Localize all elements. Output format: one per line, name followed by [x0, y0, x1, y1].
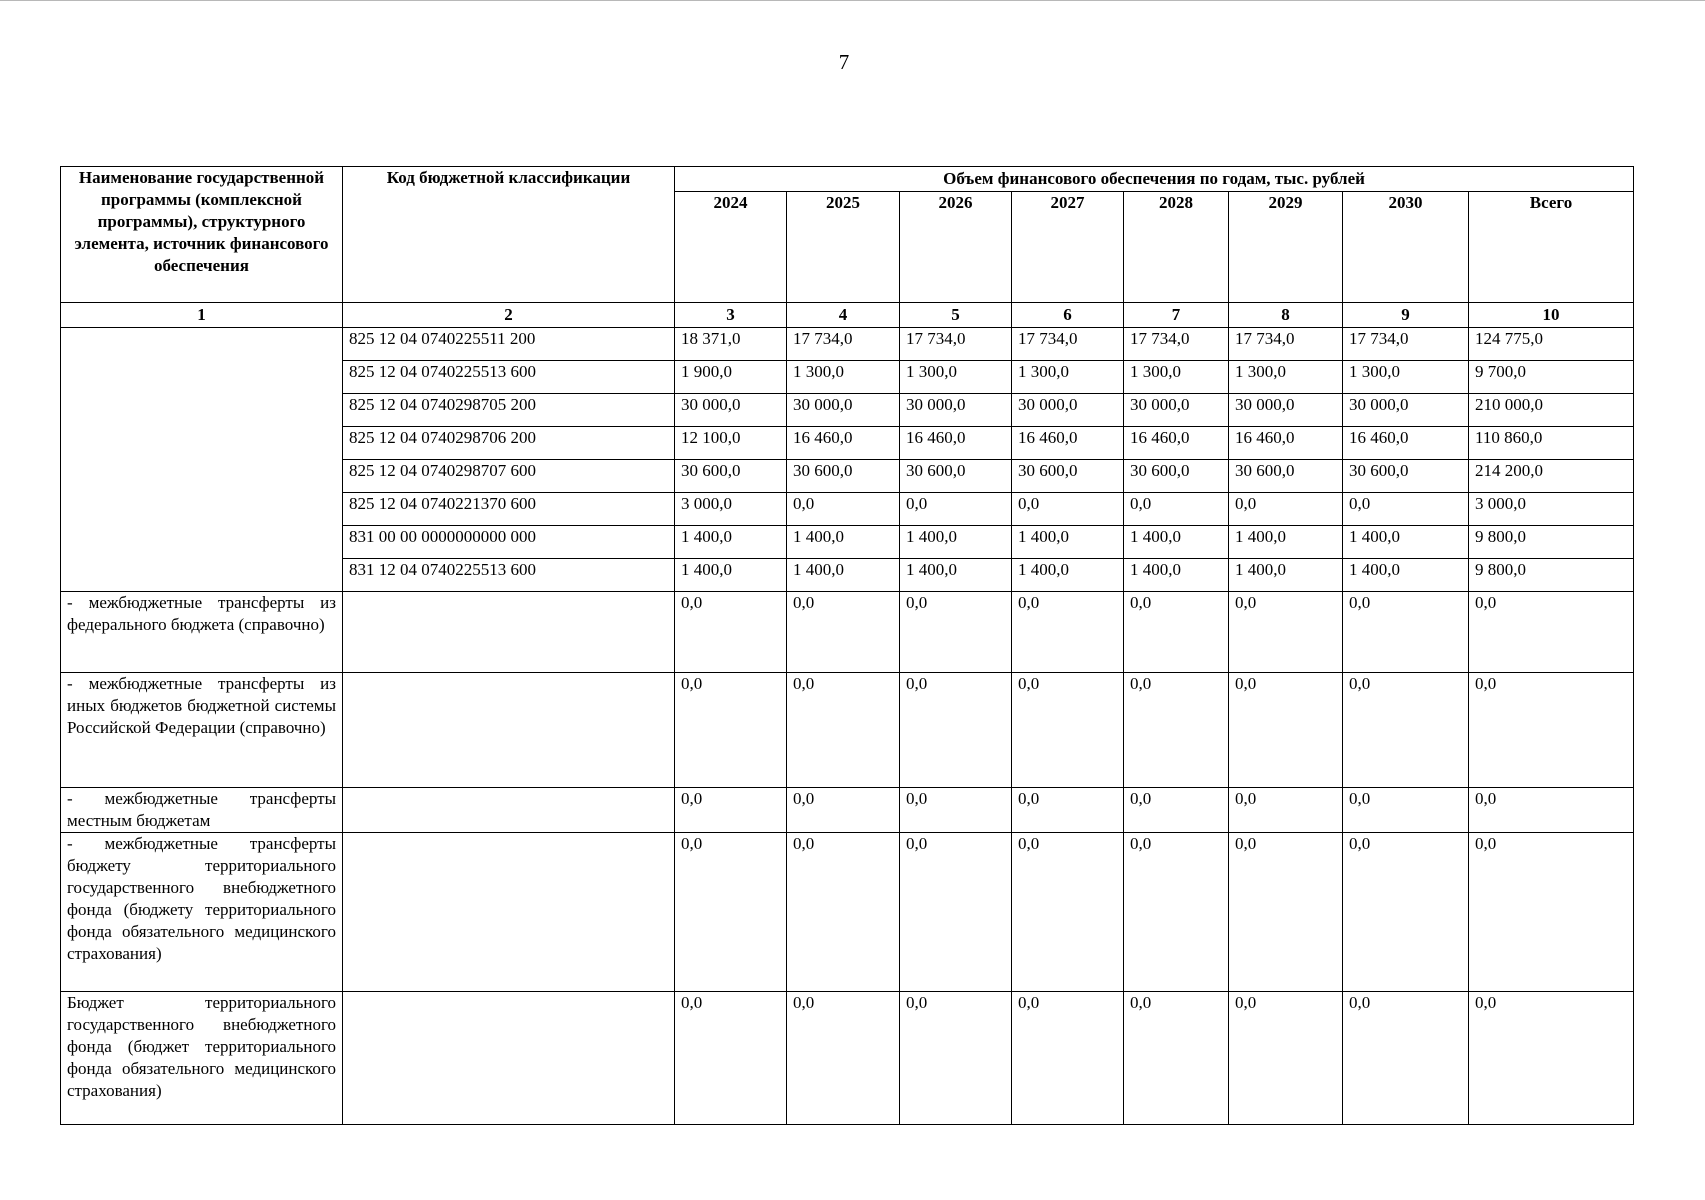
budget-code-cell-empty [343, 833, 675, 992]
header-year-2027: 2027 [1012, 192, 1124, 303]
total-value-cell: 9 700,0 [1469, 361, 1634, 394]
budget-code-cell: 825 12 04 0740225511 200 [343, 328, 675, 361]
total-value-cell: 9 800,0 [1469, 559, 1634, 592]
year-value-cell: 0,0 [1124, 992, 1229, 1125]
year-value-cell: 1 300,0 [787, 361, 900, 394]
name-cell-empty [61, 328, 343, 592]
year-value-cell: 0,0 [1124, 493, 1229, 526]
year-value-cell: 0,0 [787, 673, 900, 788]
year-value-cell: 1 400,0 [900, 559, 1012, 592]
total-value-cell: 0,0 [1469, 592, 1634, 673]
year-value-cell: 0,0 [1343, 673, 1469, 788]
column-number: 2 [343, 303, 675, 328]
year-value-cell: 30 600,0 [787, 460, 900, 493]
funding-source-name: - межбюджетные трансферты из иных бюджетов бюджетной системы Российской Федерации (справочно) [61, 673, 343, 788]
year-value-cell: 30 600,0 [1343, 460, 1469, 493]
year-value-cell: 1 400,0 [900, 526, 1012, 559]
year-value-cell: 17 734,0 [1124, 328, 1229, 361]
year-value-cell: 30 600,0 [1229, 460, 1343, 493]
year-value-cell: 1 300,0 [900, 361, 1012, 394]
header-year-2028: 2028 [1124, 192, 1229, 303]
page-number: 7 [838, 50, 850, 74]
budget-code-cell-empty [343, 673, 675, 788]
header-year-2029: 2029 [1229, 192, 1343, 303]
year-value-cell: 17 734,0 [787, 328, 900, 361]
year-value-cell: 17 734,0 [900, 328, 1012, 361]
budget-code-cell: 831 00 00 0000000000 000 [343, 526, 675, 559]
year-value-cell: 17 734,0 [1229, 328, 1343, 361]
funding-source-row [61, 833, 1634, 992]
header-year-2026: 2026 [900, 192, 1012, 303]
year-value-cell: 16 460,0 [1124, 427, 1229, 460]
year-value-cell: 18 371,0 [675, 328, 787, 361]
year-value-cell: 0,0 [1343, 788, 1469, 833]
total-value-cell: 0,0 [1469, 673, 1634, 788]
total-value-cell: 0,0 [1469, 992, 1634, 1125]
year-value-cell: 1 400,0 [675, 526, 787, 559]
total-value-cell: 0,0 [1469, 788, 1634, 833]
year-value-cell: 30 000,0 [1124, 394, 1229, 427]
year-value-cell: 0,0 [1229, 493, 1343, 526]
year-value-cell: 30 600,0 [1124, 460, 1229, 493]
year-value-cell: 1 400,0 [787, 526, 900, 559]
year-value-cell: 16 460,0 [787, 427, 900, 460]
year-value-cell: 0,0 [1124, 833, 1229, 992]
year-value-cell: 0,0 [1343, 992, 1469, 1125]
header-year-2030: 2030 [1343, 192, 1469, 303]
year-value-cell: 1 300,0 [1012, 361, 1124, 394]
year-value-cell: 0,0 [787, 992, 900, 1125]
total-value-cell: 124 775,0 [1469, 328, 1634, 361]
budget-code-cell-empty [343, 788, 675, 833]
header-year-2024: 2024 [675, 192, 787, 303]
column-number: 9 [1343, 303, 1469, 328]
column-number: 4 [787, 303, 900, 328]
year-value-cell: 12 100,0 [675, 427, 787, 460]
funding-source-name: Бюджет территориального государственного внебюджетного фонда (бюджет территориального фонда обязательного медицинского страхования) [61, 992, 343, 1125]
year-value-cell: 0,0 [787, 788, 900, 833]
year-value-cell: 1 300,0 [1343, 361, 1469, 394]
year-value-cell: 0,0 [1229, 992, 1343, 1125]
total-value-cell: 0,0 [1469, 833, 1634, 992]
year-value-cell: 0,0 [900, 493, 1012, 526]
year-value-cell: 0,0 [900, 788, 1012, 833]
year-value-cell: 0,0 [675, 788, 787, 833]
funding-source-row [61, 592, 1634, 673]
funding-table [60, 166, 1634, 1125]
year-value-cell: 0,0 [1124, 592, 1229, 673]
total-value-cell: 214 200,0 [1469, 460, 1634, 493]
funding-source-name: - межбюджетные трансферты из федерального бюджета (справочно) [61, 592, 343, 673]
year-value-cell: 1 300,0 [1124, 361, 1229, 394]
year-value-cell: 3 000,0 [675, 493, 787, 526]
year-value-cell: 17 734,0 [1012, 328, 1124, 361]
year-value-cell: 16 460,0 [900, 427, 1012, 460]
budget-code-cell: 825 12 04 0740298706 200 [343, 427, 675, 460]
column-number: 10 [1469, 303, 1634, 328]
year-value-cell: 0,0 [1229, 673, 1343, 788]
year-value-cell: 0,0 [675, 992, 787, 1125]
funding-source-row [61, 788, 1634, 833]
column-number: 6 [1012, 303, 1124, 328]
year-value-cell: 0,0 [1343, 592, 1469, 673]
year-value-cell: 0,0 [1012, 592, 1124, 673]
budget-code-cell: 825 12 04 0740225513 600 [343, 361, 675, 394]
year-value-cell: 0,0 [1012, 788, 1124, 833]
year-value-cell: 30 000,0 [1343, 394, 1469, 427]
year-value-cell: 0,0 [675, 592, 787, 673]
column-number: 1 [61, 303, 343, 328]
year-value-cell: 1 400,0 [1124, 526, 1229, 559]
header-funding-group: Объем финансового обеспечения по годам, тыс. рублей [675, 167, 1634, 192]
total-value-cell: 210 000,0 [1469, 394, 1634, 427]
column-number: 8 [1229, 303, 1343, 328]
year-value-cell: 1 400,0 [675, 559, 787, 592]
year-value-cell: 1 400,0 [1343, 559, 1469, 592]
year-value-cell: 16 460,0 [1012, 427, 1124, 460]
budget-code-cell-empty [343, 592, 675, 673]
year-value-cell: 0,0 [1012, 493, 1124, 526]
scan-edge-line [0, 0, 1705, 1]
table-row [61, 328, 1634, 361]
year-value-cell: 1 400,0 [1343, 526, 1469, 559]
funding-source-name: - межбюджетные трансферты местным бюджетам [61, 788, 343, 833]
year-value-cell: 30 000,0 [1229, 394, 1343, 427]
year-value-cell: 30 600,0 [900, 460, 1012, 493]
header-name: Наименование государственной программы (комплексной программы), структурного элемента, источник финансового обеспечения [61, 167, 343, 303]
year-value-cell: 30 000,0 [787, 394, 900, 427]
year-value-cell: 0,0 [900, 833, 1012, 992]
year-value-cell: 0,0 [1012, 833, 1124, 992]
year-value-cell: 0,0 [787, 493, 900, 526]
year-value-cell: 16 460,0 [1343, 427, 1469, 460]
year-value-cell: 0,0 [900, 992, 1012, 1125]
year-value-cell: 0,0 [1343, 833, 1469, 992]
year-value-cell: 0,0 [787, 833, 900, 992]
year-value-cell: 0,0 [1124, 788, 1229, 833]
budget-code-cell-empty [343, 992, 675, 1125]
year-value-cell: 1 400,0 [1012, 559, 1124, 592]
table-body [61, 328, 1634, 1125]
funding-source-row [61, 673, 1634, 788]
year-value-cell: 0,0 [1012, 992, 1124, 1125]
year-value-cell: 1 400,0 [1012, 526, 1124, 559]
column-number-row [61, 303, 1634, 328]
total-value-cell: 110 860,0 [1469, 427, 1634, 460]
year-value-cell: 1 400,0 [1229, 559, 1343, 592]
column-number: 7 [1124, 303, 1229, 328]
column-number: 5 [900, 303, 1012, 328]
year-value-cell: 0,0 [787, 592, 900, 673]
budget-code-cell: 825 12 04 0740298707 600 [343, 460, 675, 493]
header-code: Код бюджетной классификации [343, 167, 675, 303]
year-value-cell: 0,0 [1343, 493, 1469, 526]
header-year-2025: 2025 [787, 192, 900, 303]
year-value-cell: 16 460,0 [1229, 427, 1343, 460]
column-number: 3 [675, 303, 787, 328]
year-value-cell: 30 000,0 [675, 394, 787, 427]
year-value-cell: 1 300,0 [1229, 361, 1343, 394]
year-value-cell: 0,0 [1229, 592, 1343, 673]
year-value-cell: 1 400,0 [787, 559, 900, 592]
year-value-cell: 1 900,0 [675, 361, 787, 394]
year-value-cell: 0,0 [1012, 673, 1124, 788]
year-value-cell: 30 600,0 [675, 460, 787, 493]
year-value-cell: 17 734,0 [1343, 328, 1469, 361]
budget-code-cell: 825 12 04 0740298705 200 [343, 394, 675, 427]
year-value-cell: 30 000,0 [1012, 394, 1124, 427]
year-value-cell: 0,0 [1229, 833, 1343, 992]
total-value-cell: 3 000,0 [1469, 493, 1634, 526]
year-value-cell: 0,0 [1124, 673, 1229, 788]
year-value-cell: 0,0 [675, 673, 787, 788]
year-value-cell: 0,0 [900, 592, 1012, 673]
budget-code-cell: 831 12 04 0740225513 600 [343, 559, 675, 592]
year-value-cell: 0,0 [900, 673, 1012, 788]
year-value-cell: 30 600,0 [1012, 460, 1124, 493]
year-value-cell: 0,0 [1229, 788, 1343, 833]
total-value-cell: 9 800,0 [1469, 526, 1634, 559]
header-row-group [61, 167, 1634, 192]
budget-code-cell: 825 12 04 0740221370 600 [343, 493, 675, 526]
year-value-cell: 1 400,0 [1229, 526, 1343, 559]
header-total: Всего [1469, 192, 1634, 303]
year-value-cell: 0,0 [675, 833, 787, 992]
funding-source-name: - межбюджетные трансферты бюджету территориального государственного внебюджетного фонда (бюджету территориального фонда обязательного медицинского страхования) [61, 833, 343, 992]
funding-source-row [61, 992, 1634, 1125]
year-value-cell: 1 400,0 [1124, 559, 1229, 592]
year-value-cell: 30 000,0 [900, 394, 1012, 427]
